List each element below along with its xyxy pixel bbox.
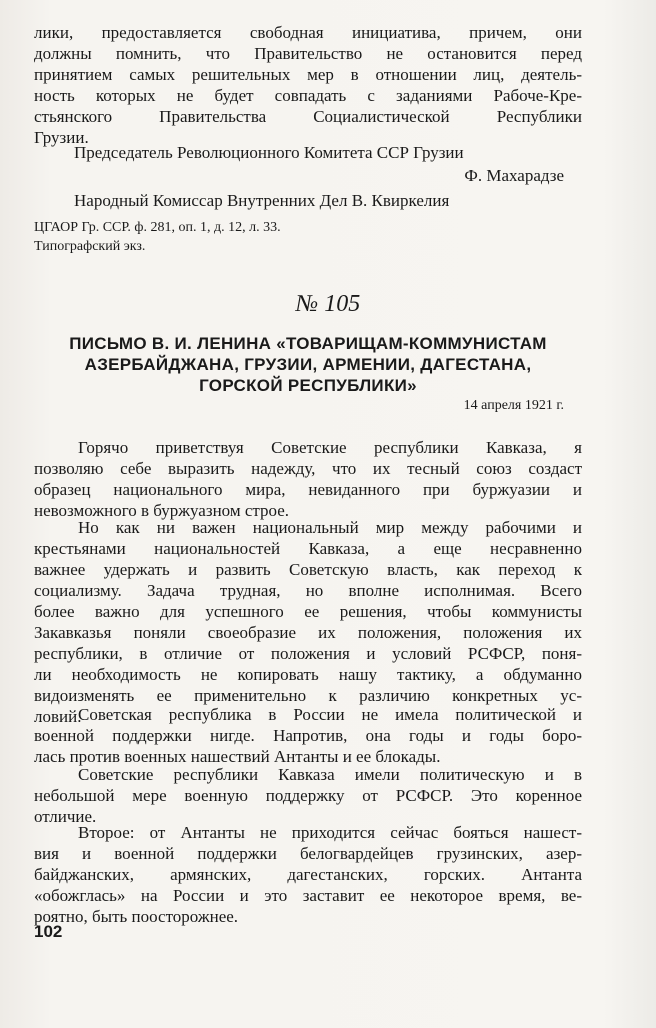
page-number: 102 xyxy=(34,922,63,941)
text-line: отличие. xyxy=(34,807,97,826)
paragraph-1 xyxy=(34,437,582,521)
text-line: видоизменять ее применительно к различию конкретных ус- xyxy=(34,686,582,705)
text-line: более важно для успешного ее решения, чтобы коммунисты xyxy=(34,602,582,621)
text-line: военной поддержки нигде. Напротив, она годы и годы боро- xyxy=(34,726,582,745)
text-line: «обожглась» на России и это заставит ее некоторое время, ве- xyxy=(34,886,582,905)
archive-reference: ЦГАОР Гр. ССР. ф. 281, оп. 1, д. 12, л. 33. xyxy=(34,220,281,235)
paragraph-2 xyxy=(34,517,582,727)
chair-name: Ф. Махарадзе xyxy=(464,166,564,185)
copy-type: Типографский экз. xyxy=(34,239,146,254)
text-line: Советские республики Кавказа имели политическую и в xyxy=(78,765,582,784)
text-line: лась против военных нашествий Антанты и ее блокады. xyxy=(34,747,441,766)
intro-paragraph xyxy=(34,22,582,148)
text-line: ловий. xyxy=(34,707,82,726)
text-line: должны помнить, что Правительство не остановится перед xyxy=(34,44,582,63)
text-line: крестьянами национальностей Кавказа, а еще несравненно xyxy=(34,539,582,558)
text-line: образец национального мира, невиданного при буржуазии и xyxy=(34,480,582,499)
text-line: Закавказья поняли своеобразие их положения, положения их xyxy=(34,623,582,642)
text-line: роятно, быть поосторожнее. xyxy=(34,907,239,926)
text-line: позволяю себе выразить надежду, что их тесный союз создаст xyxy=(34,459,582,478)
chair-title: Председатель Революционного Комитета ССР Грузии xyxy=(74,143,464,162)
paragraph-4 xyxy=(34,764,582,827)
document-number: № 105 xyxy=(295,291,361,317)
text-line: социализму. Задача трудная, но вполне исполнимая. Всего xyxy=(34,581,582,600)
text-line: вия и военной поддержки белогвардейцев грузинских, азер- xyxy=(34,844,582,863)
text-line: ли необходимость не копировать нашу тактику, а обдуманно xyxy=(34,665,582,684)
text-line: важнее удержать и развить Советскую власть, как переход к xyxy=(34,560,582,579)
letter-title xyxy=(30,333,586,396)
title-line: ПИСЬМО В. И. ЛЕНИНА «ТОВАРИЩАМ-КОММУНИСТАМ xyxy=(69,334,547,353)
text-line: байджанских, армянских, дагестанских, горских. Антанта xyxy=(34,865,582,884)
commissar-signature: Народный Комиссар Внутренних Дел В. Квиркелия xyxy=(74,191,450,210)
text-line: Советская республика в России не имела политической и xyxy=(78,705,582,724)
paragraph-3 xyxy=(34,704,582,767)
text-line: Горячо приветствуя Советские республики Кавказа, я xyxy=(78,438,582,457)
text-line: ность которых не будет совпадать с заданиями Рабоче-Кре- xyxy=(34,86,582,105)
title-line: АЗЕРБАЙДЖАНА, ГРУЗИИ, АРМЕНИИ, ДАГЕСТАНА, xyxy=(84,355,532,374)
text-line: стьянского Правительства Социалистической Республики xyxy=(34,107,582,126)
text-line: Грузии. xyxy=(34,128,89,147)
text-line: Второе: от Антанты не приходится сейчас бояться нашест- xyxy=(78,823,582,842)
title-line: ГОРСКОЙ РЕСПУБЛИКИ» xyxy=(199,376,417,395)
paragraph-5 xyxy=(34,822,582,927)
text-line: невозможного в буржуазном строе. xyxy=(34,501,290,520)
text-line: принятием самых решительных мер в отношении лиц, деятель- xyxy=(34,65,582,84)
text-line: небольшой мере военную поддержку от РСФСР. Это коренное xyxy=(34,786,582,805)
text-line: Но как ни важен национальный мир между рабочими и xyxy=(78,518,582,537)
text-line: республики, в отличие от положения и условий РСФСР, поня- xyxy=(34,644,582,663)
letter-date: 14 апреля 1921 г. xyxy=(463,398,564,413)
text-line: лики, предоставляется свободная инициатива, причем, они xyxy=(34,23,582,42)
